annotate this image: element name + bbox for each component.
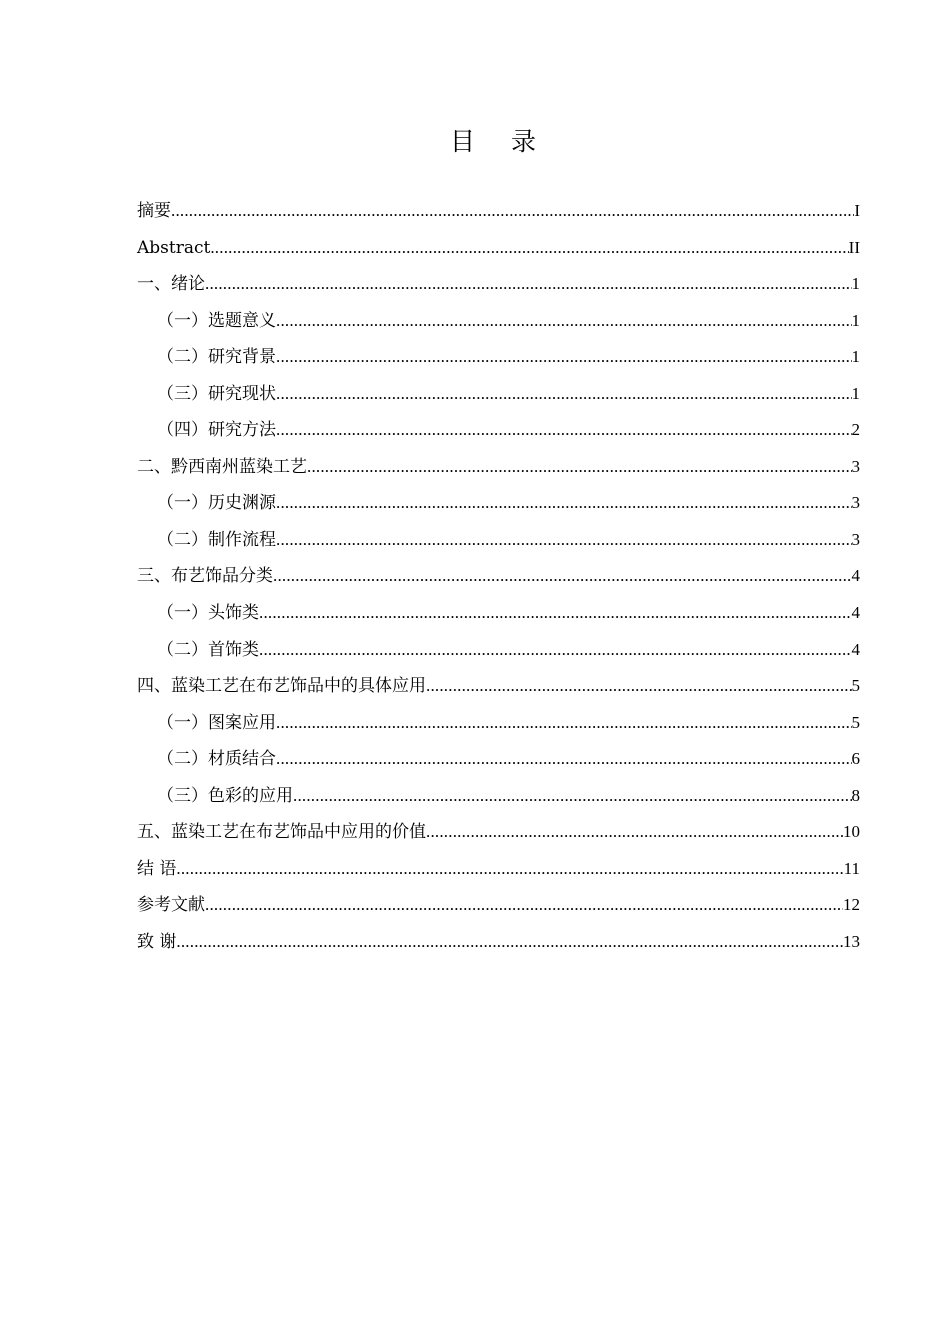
toc-subentry[interactable] <box>137 522 860 559</box>
toc-subentry[interactable] <box>137 376 860 413</box>
toc-entry-page: 3 <box>851 529 860 549</box>
toc-entry-page: I <box>854 201 860 220</box>
toc-entry-label: （二）研究背景 <box>157 347 276 368</box>
toc-subentry[interactable] <box>137 339 860 376</box>
toc-entry-label: （二）首饰类 <box>157 639 259 660</box>
toc-leader-dots <box>176 924 843 961</box>
toc-subentry[interactable] <box>137 595 860 632</box>
toc-leader-dots <box>276 485 852 522</box>
toc-leader-dots <box>276 412 852 449</box>
toc-entry-page: 1 <box>851 310 860 330</box>
toc-entry[interactable] <box>137 193 860 230</box>
toc-entry-page: 6 <box>851 749 860 769</box>
toc-leader-dots <box>307 449 852 486</box>
toc-leader-dots <box>426 668 852 705</box>
toc-entry-page: 4 <box>851 566 860 586</box>
toc-leader-dots <box>259 632 852 669</box>
toc-entry-page: 3 <box>851 456 860 476</box>
toc-entry-page: 10 <box>843 822 860 842</box>
toc-entry-label: （一）图案应用 <box>157 712 276 733</box>
toc-entry-page: 11 <box>843 858 860 878</box>
toc-subentry[interactable] <box>137 705 860 742</box>
toc-entry[interactable] <box>137 887 860 924</box>
toc-entry-label: 一、绪论 <box>137 274 205 295</box>
toc-leader-dots <box>276 522 852 559</box>
toc-entry-label: 参考文献 <box>137 895 205 916</box>
toc-entry-label: Abstract <box>137 237 211 258</box>
toc-entry-page: II <box>848 237 860 257</box>
toc-leader-dots <box>259 595 852 632</box>
toc-entry[interactable] <box>137 924 860 961</box>
toc-entry-label: 五、蓝染工艺在布艺饰品中应用的价值 <box>137 822 426 843</box>
toc-entry-page: 8 <box>851 785 860 805</box>
toc-leader-dots <box>273 558 852 595</box>
toc-leader-dots <box>276 705 852 742</box>
toc-subentry[interactable] <box>137 632 860 669</box>
toc-subentry[interactable] <box>137 741 860 778</box>
toc-entry-page: 5 <box>851 676 860 696</box>
toc-entry[interactable] <box>137 266 860 303</box>
toc-entry-label: （三）色彩的应用 <box>157 785 293 806</box>
toc-entry-label: （四）研究方法 <box>157 420 276 441</box>
toc-title: 目 录 <box>450 127 550 156</box>
toc-entry[interactable] <box>137 230 860 267</box>
toc-entry-page: 12 <box>843 895 860 915</box>
toc-subentry[interactable] <box>137 303 860 340</box>
toc-subentry[interactable] <box>137 485 860 522</box>
toc-leader-dots <box>426 814 843 851</box>
toc-leader-dots <box>276 339 852 376</box>
toc-leader-dots <box>276 376 852 413</box>
toc-leader-dots <box>176 851 843 888</box>
toc-entry-page: 13 <box>843 931 860 951</box>
toc-leader-dots <box>276 741 852 778</box>
toc-entry-label: （一）历史渊源 <box>157 493 276 514</box>
toc-entry-page: 1 <box>851 347 860 367</box>
toc-leader-dots <box>293 778 852 815</box>
toc-entry-label: （一）选题意义 <box>157 310 276 331</box>
toc-leader-dots <box>205 887 843 924</box>
toc-subentry[interactable] <box>137 412 860 449</box>
toc-entry-page: 2 <box>851 420 860 440</box>
toc-leader-dots <box>205 266 852 303</box>
toc-entry-label: 致 谢 <box>137 931 177 952</box>
toc-entry-label: （三）研究现状 <box>157 383 276 404</box>
toc-entry-page: 4 <box>851 603 860 623</box>
toc-entry-label: （一）头饰类 <box>157 603 259 624</box>
toc-entry[interactable] <box>137 449 860 486</box>
toc-entry-label: （二）材质结合 <box>157 749 276 770</box>
toc-entry-label: 结 语 <box>137 858 177 879</box>
toc-entry-label: 摘要 <box>137 201 171 221</box>
toc-subentry[interactable] <box>137 778 860 815</box>
toc-leader-dots <box>210 230 848 267</box>
toc-entry-page: 5 <box>851 712 860 732</box>
toc-entry-page: 1 <box>851 274 860 294</box>
toc-entry[interactable] <box>137 814 860 851</box>
toc-entry-page: 3 <box>851 493 860 513</box>
toc-entry[interactable] <box>137 558 860 595</box>
toc-entry-page: 4 <box>851 639 860 659</box>
toc-list <box>137 193 860 960</box>
toc-entry-label: 二、黔西南州蓝染工艺 <box>137 456 307 477</box>
toc-entry-label: 三、布艺饰品分类 <box>137 566 273 587</box>
toc-entry-label: 四、蓝染工艺在布艺饰品中的具体应用 <box>137 676 426 697</box>
toc-entry-page: 1 <box>851 383 860 403</box>
toc-entry[interactable] <box>137 851 860 888</box>
toc-leader-dots <box>171 193 854 230</box>
toc-leader-dots <box>276 303 852 340</box>
toc-entry[interactable] <box>137 668 860 705</box>
toc-entry-label: （二）制作流程 <box>157 529 276 550</box>
